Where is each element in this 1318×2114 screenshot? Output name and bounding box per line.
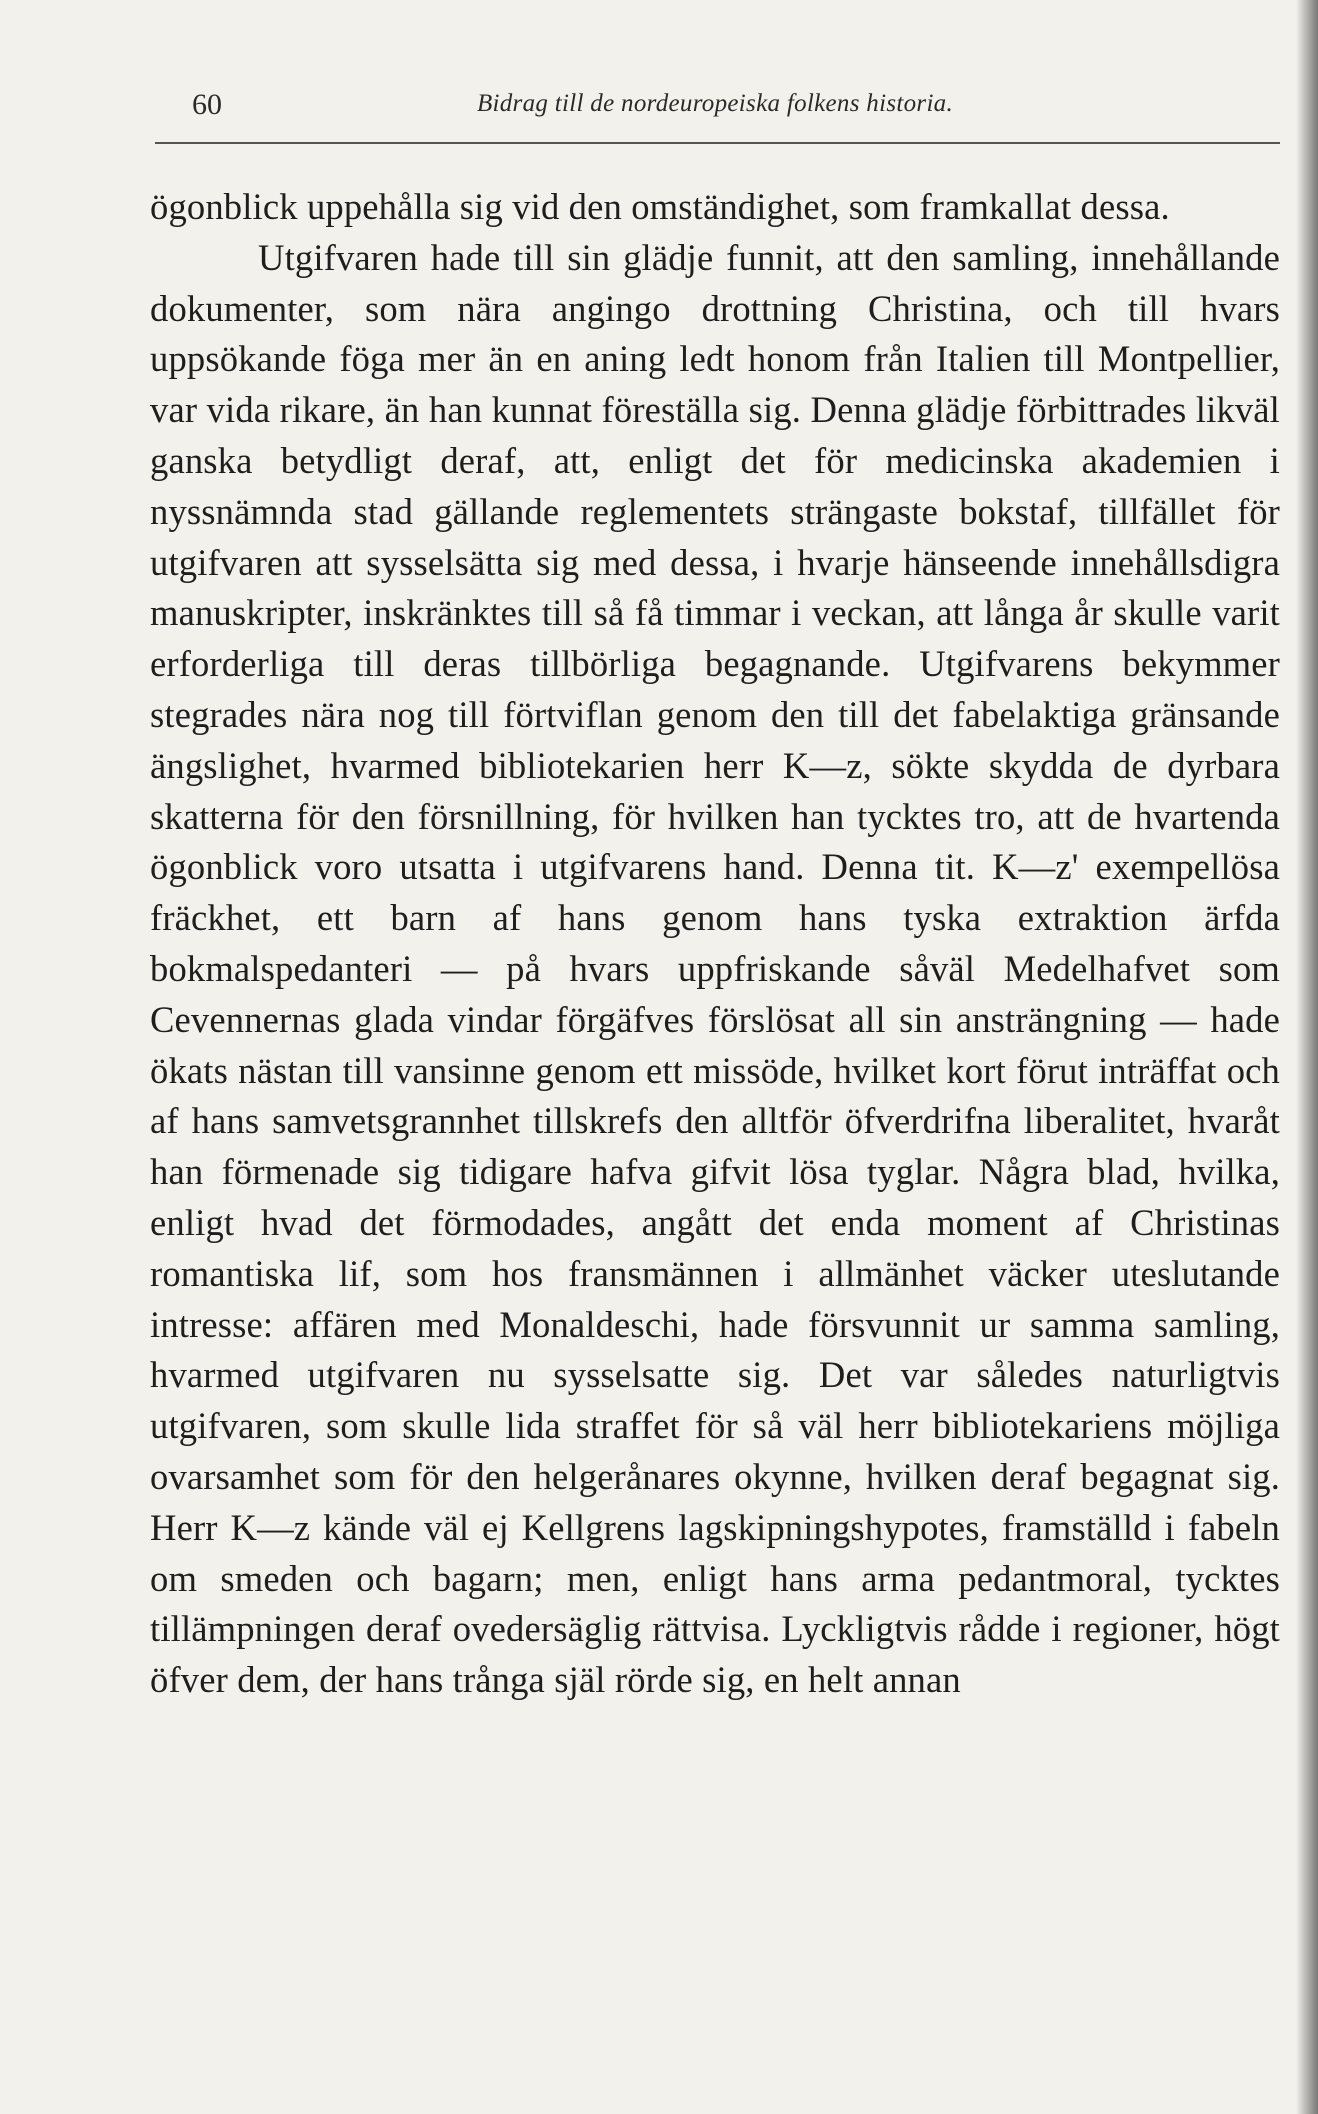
body-text (150, 182, 1280, 1706)
header-rule (155, 142, 1280, 144)
running-title: Bidrag till de nordeuropeiska folkens historia. (476, 90, 954, 117)
page-number: 60 (192, 88, 222, 121)
page-edge-shadow (1296, 0, 1318, 2114)
paragraph-main: Utgifvaren hade till sin glädje funnit, att den samling, innehållande dokumenter, som nära angingo drottning Christina, och till hvars uppsökande föga mer än en aning ledt honom från Italien till Montpellier, var vida rikare, än han kunnat föreställa sig. Denna glädje förbittrades likväl ganska betydligt deraf, att, enligt det för medicinska akademien i nyssnämnda stad gällande reglementets strängaste bokstaf, tillfället för utgifvaren att sysselsätta sig med dessa, i hvarje hänseende innehållsdigra manuskripter, inskränktes till så få timmar i veckan, att långa år skulle varit erforderliga till deras tillbörliga begagnande. Utgifvarens bekymmer stegrades nära nog till förtviflan genom den till det fabelaktiga gränsande ängslighet, hvarmed bibliotekarien herr K—z, sökte skydda de dyrbara skatterna för den försnillning, för hvilken han tycktes tro, att de hvartenda ögonblick voro utsatta i utgifvarens hand. Denna tit. K—z' exempellösa fräckhet, ett barn af hans genom hans tyska extraktion ärfda bokmalspedanteri — på hvars uppfriskande såväl Medelhafvet som Cevennernas glada vindar förgäfves förslösat all sin ansträngning — hade ökats nästan till vansinne genom ett missöde, hvilket kort förut inträffat och af hans samvetsgrannhet tillskrefs den alltför öfverdrifna liberalitet, hvaråt han förmenade sig tidigare hafva gifvit lösa tyglar. Några blad, hvilka, enligt hvad det förmodades, angått det enda moment af Christinas romantiska lif, som hos fransmännen i allmänhet väcker uteslutande intresse: affären med Monaldeschi, hade försvunnit ur samma samling, hvarmed utgifvaren nu sysselsatte sig. Det var således naturligtvis utgifvaren, som skulle lida straffet för så väl herr bibliotekariens möjliga ovarsamhet som för den helgerånares okynne, hvilken deraf begagnat sig. Herr K—z kände väl ej Kellgrens lagskipningshypotes, framställd i fabeln om smeden och bagarn; men, enligt hans arma pedantmoral, tycktes tillämpningen deraf ovedersäglig rättvisa. Lyckligtvis rådde i regioner, högt öfver dem, der hans trånga själ rörde sig, en helt annan (150, 236, 1280, 1701)
paragraph-continuation: ögonblick uppehålla sig vid den omständighet, som framkallat dessa. (150, 186, 1170, 227)
page-header (150, 82, 1280, 132)
